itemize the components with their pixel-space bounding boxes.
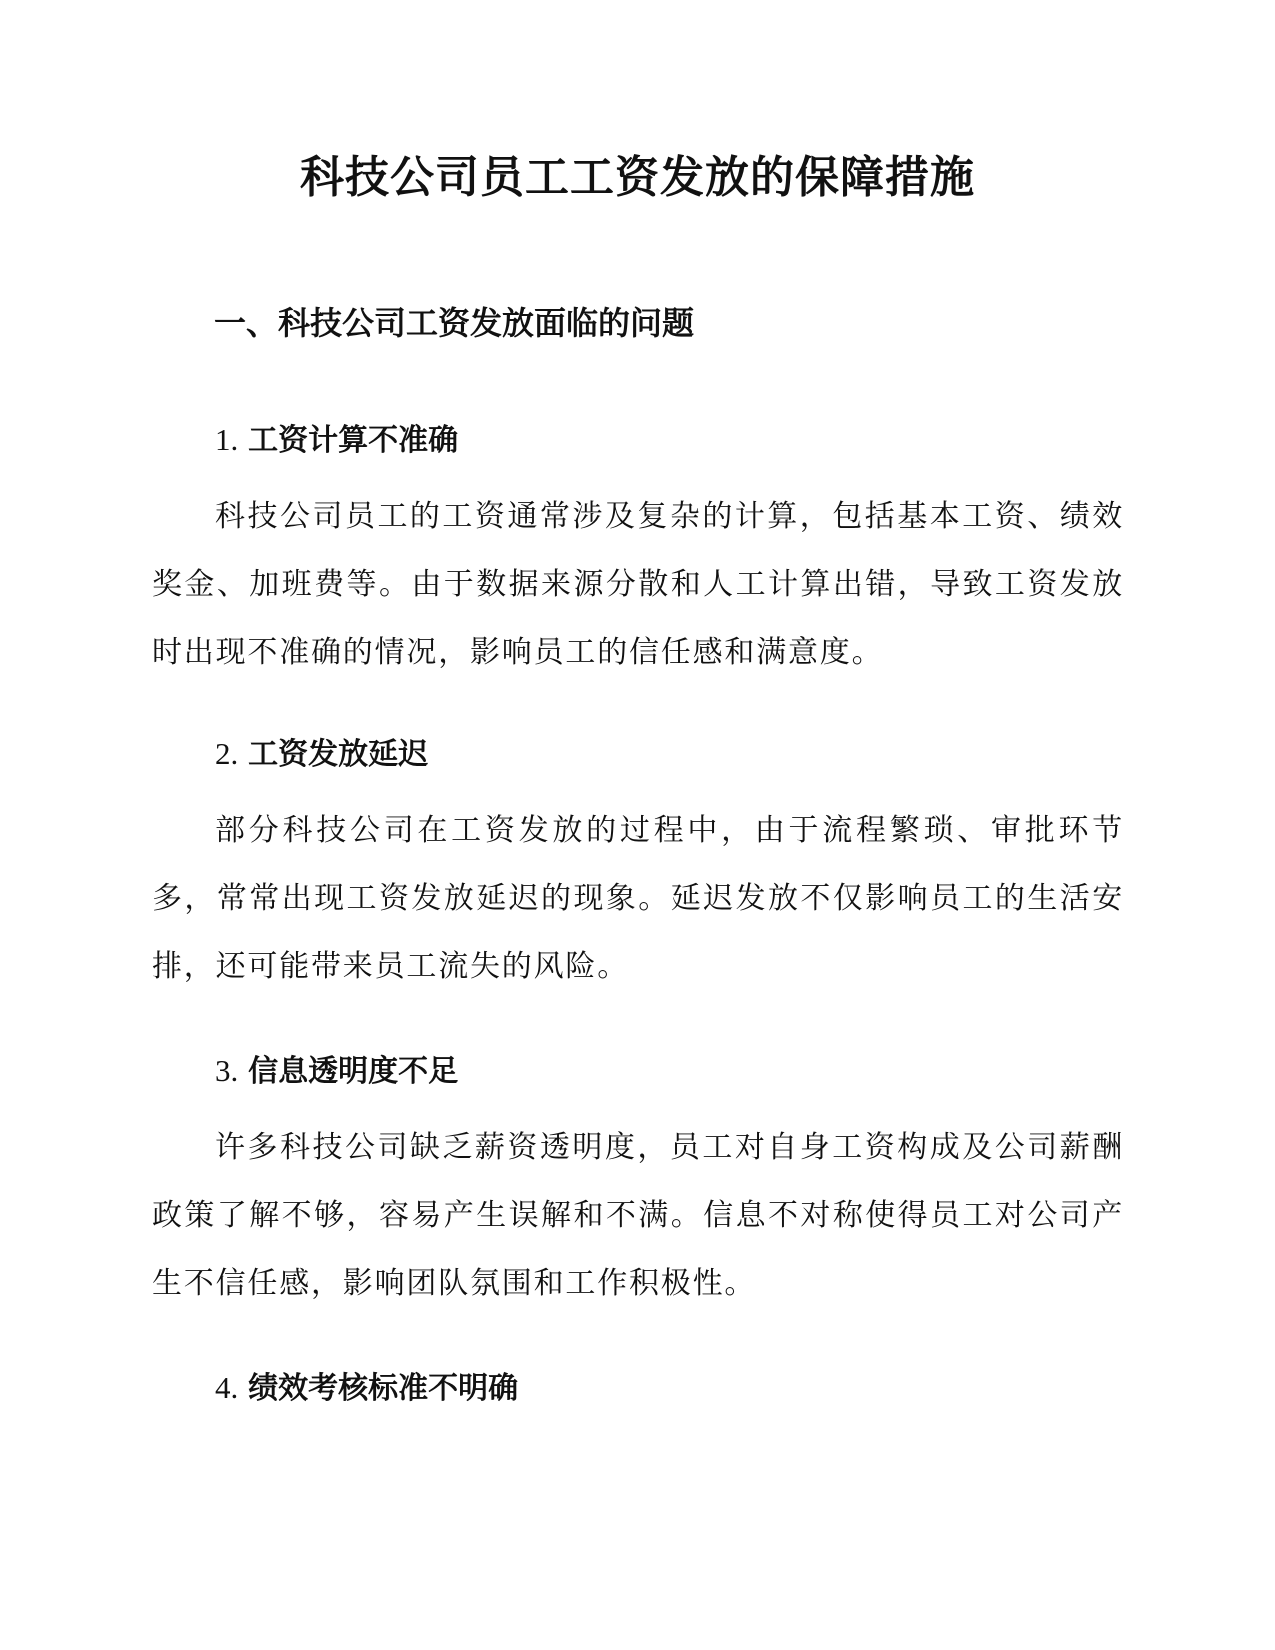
item-body: 部分科技公司在工资发放的过程中，由于流程繁琐、审批环节多，常常出现工资发放延迟的现象。延迟发放不仅影响员工的生活安排，还可能带来员工流失的风险。 <box>152 813 1124 984</box>
item-number: 1. <box>215 422 239 457</box>
document-title: 科技公司员工工资发放的保障措施 <box>300 152 975 203</box>
item-title: 绩效考核标准不明确 <box>248 1371 519 1406</box>
problem-item-4 <box>152 1366 1124 1411</box>
item-heading <box>152 1049 1124 1094</box>
item-body: 许多科技公司缺乏薪资透明度，员工对自身工资构成及公司薪酬政策了解不够，容易产生误解和不满。信息不对称使得员工对公司产生不信任感，影响团队氛围和工作积极性。 <box>152 1130 1124 1301</box>
item-number: 2. <box>215 736 239 771</box>
item-number: 4. <box>215 1370 239 1405</box>
item-title: 工资计算不准确 <box>248 423 459 458</box>
item-heading <box>152 1366 1124 1411</box>
item-body: 科技公司员工的工资通常涉及复杂的计算，包括基本工资、绩效奖金、加班费等。由于数据来源分散和人工计算出错，导致工资发放时出现不准确的情况，影响员工的信任感和满意度。 <box>152 499 1124 670</box>
problem-item-3 <box>152 1049 1124 1318</box>
section-heading: 一、科技公司工资发放面临的问题 <box>214 304 695 342</box>
item-heading <box>152 732 1124 777</box>
item-title: 信息透明度不足 <box>248 1054 459 1089</box>
problem-item-2 <box>152 732 1124 1001</box>
item-number: 3. <box>215 1053 239 1088</box>
item-title: 工资发放延迟 <box>248 737 429 772</box>
item-heading <box>152 418 1124 463</box>
problem-item-1 <box>152 418 1124 687</box>
